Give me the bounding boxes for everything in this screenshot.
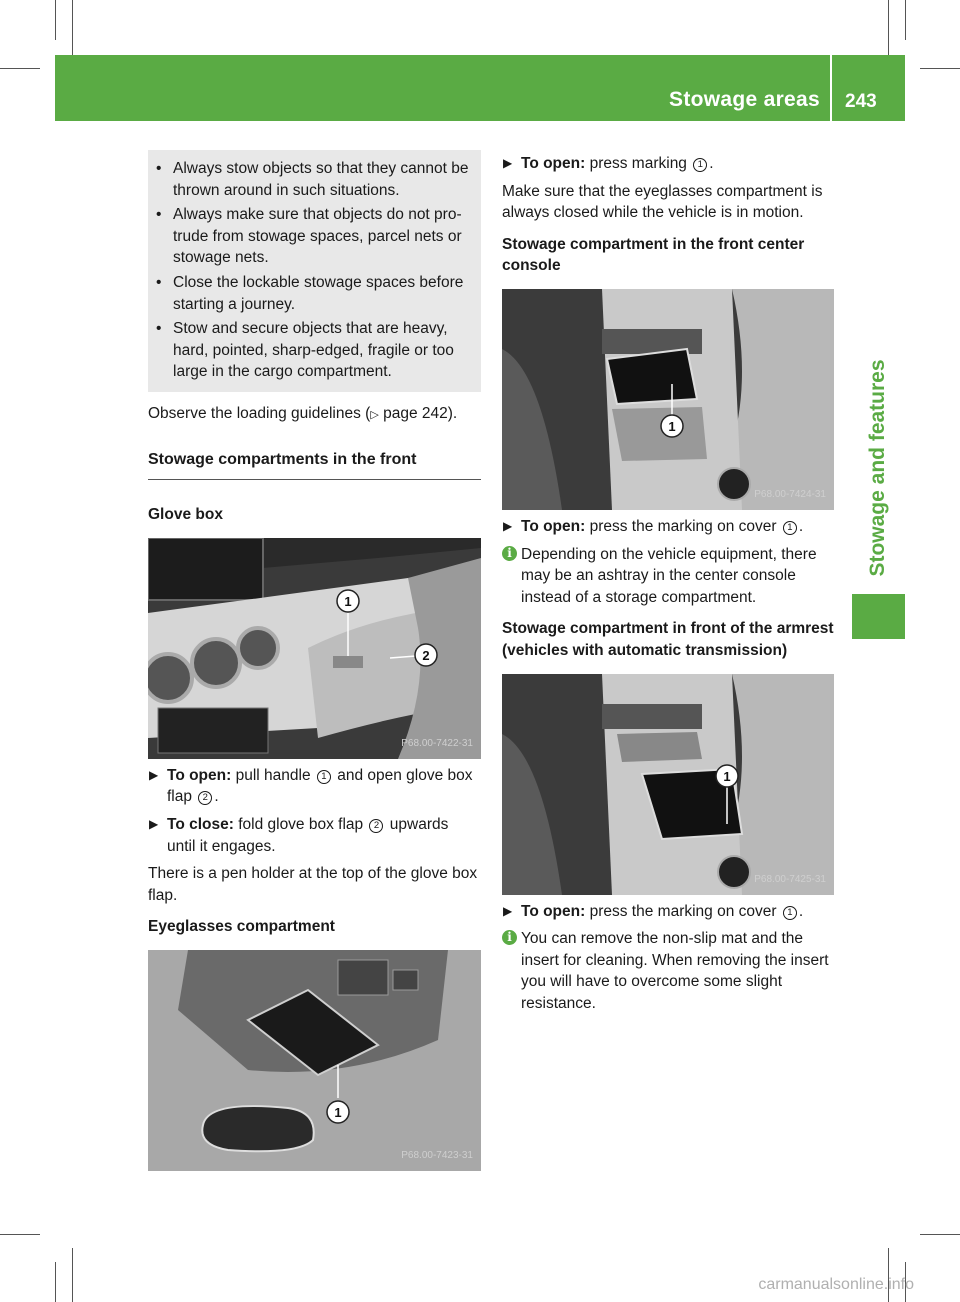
arrow-right-icon: ▶ (149, 816, 159, 831)
crop-mark (72, 0, 73, 55)
eyeglasses-figure (148, 950, 481, 1171)
glove-box-heading: Glove box (148, 506, 223, 524)
center-console-illustration (502, 289, 834, 510)
glove-box-close-step: ▶ To close: fold glove box flap 2 upwards until it engages. (149, 815, 449, 855)
figure-id: P68.00-7424-31 (754, 489, 826, 501)
glove-box-open-step: ▶ To open: pull handle 1 and open glove box flap 2 . (149, 766, 473, 806)
crop-mark (72, 1248, 73, 1302)
center-console-open-step: ▶ To open: press the marking on cover 1 . (502, 516, 834, 538)
center-console-figure (502, 289, 834, 510)
crop-mark (0, 1234, 40, 1235)
arrow-right-icon: ▶ (149, 767, 159, 782)
section-heading: Stowage compartments in the front (148, 449, 481, 481)
safety-note-box (148, 150, 481, 392)
page-header-title: Stowage areas (669, 88, 820, 111)
armrest-open-step: ▶ To open: press the marking on cover 1 . (502, 901, 834, 923)
arrow-right-icon: ▶ (503, 903, 513, 918)
side-tab-label: Stowage and features (866, 359, 889, 577)
eyeglasses-open-step: ▶ To open: press marking 1 . (502, 153, 834, 175)
pen-holder-note: There is a pen holder at the top of the glove box flap. (148, 865, 478, 904)
page-number: 243 (845, 91, 877, 112)
note-bullet: • Always stow objects so that they cannot be thrown around in such situations. (154, 158, 473, 201)
figure-id: P68.00-7425-31 (754, 873, 826, 885)
crop-mark (0, 68, 40, 69)
callout-ref-1: 1 (783, 906, 797, 920)
armrest-illustration (502, 674, 834, 895)
info-icon: i (502, 546, 517, 561)
armrest-heading: Stowage compartment in front of the armrest (vehicles with automatic transmission) (502, 620, 834, 659)
arrow-right-icon: ▶ (503, 156, 513, 170)
callout-ref-1: 1 (783, 521, 797, 535)
callout-1: 1 (723, 768, 731, 784)
callout-ref-1: 1 (693, 158, 707, 172)
side-tab-block (852, 594, 905, 639)
callout-ref-2: 2 (369, 819, 383, 833)
note-bullet: • Close the lockable stowage spaces before starting a journey. (154, 272, 473, 315)
eyeglasses-illustration (148, 950, 481, 1171)
figure-id: P68.00-7423-31 (401, 1150, 473, 1162)
callout-1: 1 (344, 593, 352, 609)
loading-reference: Observe the loading guidelines (▷ page 242). (148, 404, 458, 422)
figure-id: P68.00-7422-31 (401, 738, 473, 750)
note-bullet: • Stow and secure objects that are heavy, hard, pointed, sharp-edged, fragile or too large in the cargo compartment. (154, 318, 473, 383)
arrow-right-icon: ▶ (503, 518, 513, 533)
callout-2: 2 (422, 647, 430, 663)
crop-mark (920, 68, 960, 69)
armrest-figure (502, 674, 834, 895)
eyeglasses-note: Make sure that the eyeglasses compartment is always closed while the vehicle is in motion. (502, 182, 823, 222)
armrest-info: i You can remove the non-slip mat and the insert for cleaning. When removing the insert you will have to overcome some slight resistance. (502, 928, 834, 1014)
glove-box-illustration (148, 538, 481, 759)
callout-ref-1: 1 (317, 770, 331, 784)
header-divider (830, 55, 832, 121)
page-ref-arrow-icon: ▷ (370, 408, 379, 421)
callout-1: 1 (668, 418, 676, 434)
crop-mark (55, 0, 56, 40)
watermark: carmanualsonline.info (758, 1276, 914, 1293)
crop-mark (905, 0, 906, 40)
center-console-info: i Depending on the vehicle equipment, there may be an ashtray in the center console instead of a storage compartment. (502, 544, 834, 609)
crop-mark (55, 1262, 56, 1302)
eyeglasses-heading: Eyeglasses compartment (148, 918, 335, 936)
crop-mark (920, 1234, 960, 1235)
crop-mark (888, 0, 889, 55)
glove-box-figure (148, 538, 481, 759)
callout-ref-2: 2 (198, 791, 212, 805)
info-icon: i (502, 930, 517, 945)
left-column (148, 150, 481, 1171)
note-bullet: • Always make sure that objects do not protrude from stowage spaces, parcel nets or stowage nets. (154, 204, 473, 269)
page-ref-link[interactable]: page 242 (383, 404, 448, 422)
center-console-heading: Stowage compartment in the front center console (502, 235, 805, 275)
right-column (502, 150, 834, 1015)
callout-1: 1 (334, 1104, 342, 1120)
